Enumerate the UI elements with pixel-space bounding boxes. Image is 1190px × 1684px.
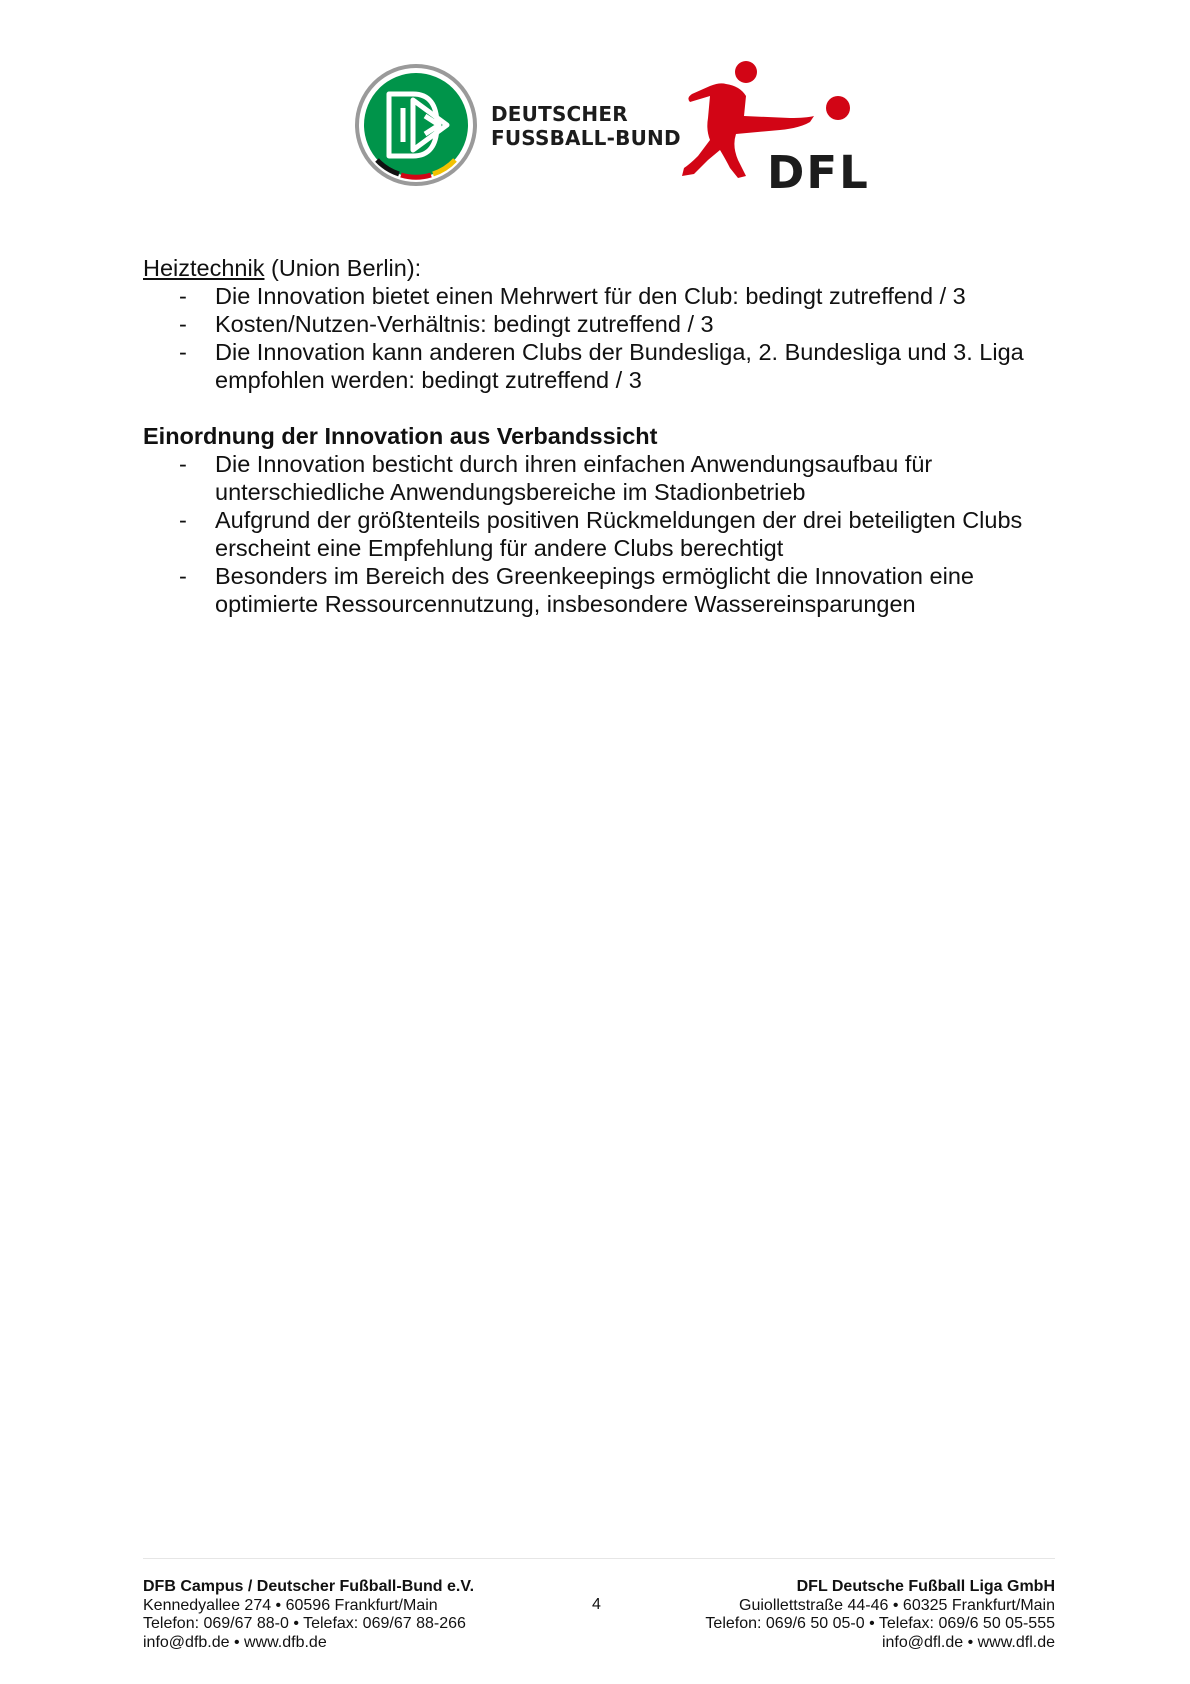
footer-dfl-org: DFL Deutsche Fußball Liga GmbH xyxy=(796,1578,1055,1595)
list-dash: - xyxy=(179,339,187,365)
list-dash: - xyxy=(179,563,187,589)
document-body xyxy=(143,254,1063,618)
footer-dfl-address: Guiollettstraße 44-46 • 60325 Frankfurt/Main xyxy=(739,1596,1055,1614)
footer-dfb-phone: Telefon: 069/67 88-0 • Telefax: 069/67 88-266 xyxy=(143,1615,466,1632)
section-verbandssicht-list xyxy=(143,450,1063,618)
dfb-emblem-logo xyxy=(355,64,477,186)
list-item xyxy=(143,310,1063,338)
footer-dfl-contact xyxy=(705,1578,1055,1652)
section-heiztechnik-title-underlined: Heiztechnik xyxy=(143,255,265,281)
list-item-text: Besonders im Bereich des Greenkeepings ermöglicht die Innovation eine optimierte Ressourcennutzung, insbesondere Wassereinsparungen xyxy=(215,563,974,617)
section-verbandssicht-title: Einordnung der Innovation aus Verbandssicht xyxy=(143,423,658,449)
list-dash: - xyxy=(179,451,187,477)
list-item xyxy=(143,562,1063,618)
list-dash: - xyxy=(179,507,187,533)
footer-dfb-org: DFB Campus / Deutscher Fußball-Bund e.V. xyxy=(143,1578,475,1595)
list-dash: - xyxy=(179,311,187,337)
list-item xyxy=(143,338,1063,394)
section-heiztechnik-title xyxy=(143,254,1063,282)
list-dash: - xyxy=(179,283,187,309)
footer-divider xyxy=(143,1558,1055,1559)
footer-dfl-phone: Telefon: 069/6 50 05-0 • Telefax: 069/6 50 05-555 xyxy=(705,1615,1055,1632)
page-number: 4 xyxy=(592,1596,601,1613)
section-heiztechnik-list xyxy=(143,282,1063,394)
list-item-text: Die Innovation bietet einen Mehrwert für den Club: bedingt zutreffend / 3 xyxy=(215,283,966,309)
list-item xyxy=(143,282,1063,310)
footer-dfb-address: Kennedyallee 274 • 60596 Frankfurt/Main xyxy=(143,1596,438,1614)
list-item xyxy=(143,450,1063,506)
footer-dfb-contact xyxy=(143,1578,474,1652)
list-item-text: Die Innovation kann anderen Clubs der Bundesliga, 2. Bundesliga und 3. Liga empfohlen werden: bedingt zutreffend / 3 xyxy=(215,339,1024,393)
list-item-text: Aufgrund der größtenteils positiven Rückmeldungen der drei beteiligten Clubs erscheint eine Empfehlung für andere Clubs berechtigt xyxy=(215,507,1023,561)
dfb-wordmark-line1: DEUTSCHER xyxy=(491,102,628,126)
list-item xyxy=(143,506,1063,562)
dfl-wordmark: DFL xyxy=(767,146,870,199)
footer-dfb-web: info@dfb.de • www.dfb.de xyxy=(143,1633,327,1651)
dfb-wordmark-line2: FUSSBALL-BUND xyxy=(491,126,681,150)
header-logos xyxy=(355,60,870,200)
section-heiztechnik-title-rest: (Union Berlin): xyxy=(264,255,422,281)
footer-dfl-web: info@dfl.de • www.dfl.de xyxy=(881,1633,1055,1651)
dfb-wordmark xyxy=(491,102,681,150)
list-item-text: Kosten/Nutzen-Verhältnis: bedingt zutreffend / 3 xyxy=(215,311,714,337)
list-item-text: Die Innovation besticht durch ihren einfachen Anwendungsaufbau für unterschiedliche Anwendungsbereiche im Stadionbetrieb xyxy=(215,451,933,505)
